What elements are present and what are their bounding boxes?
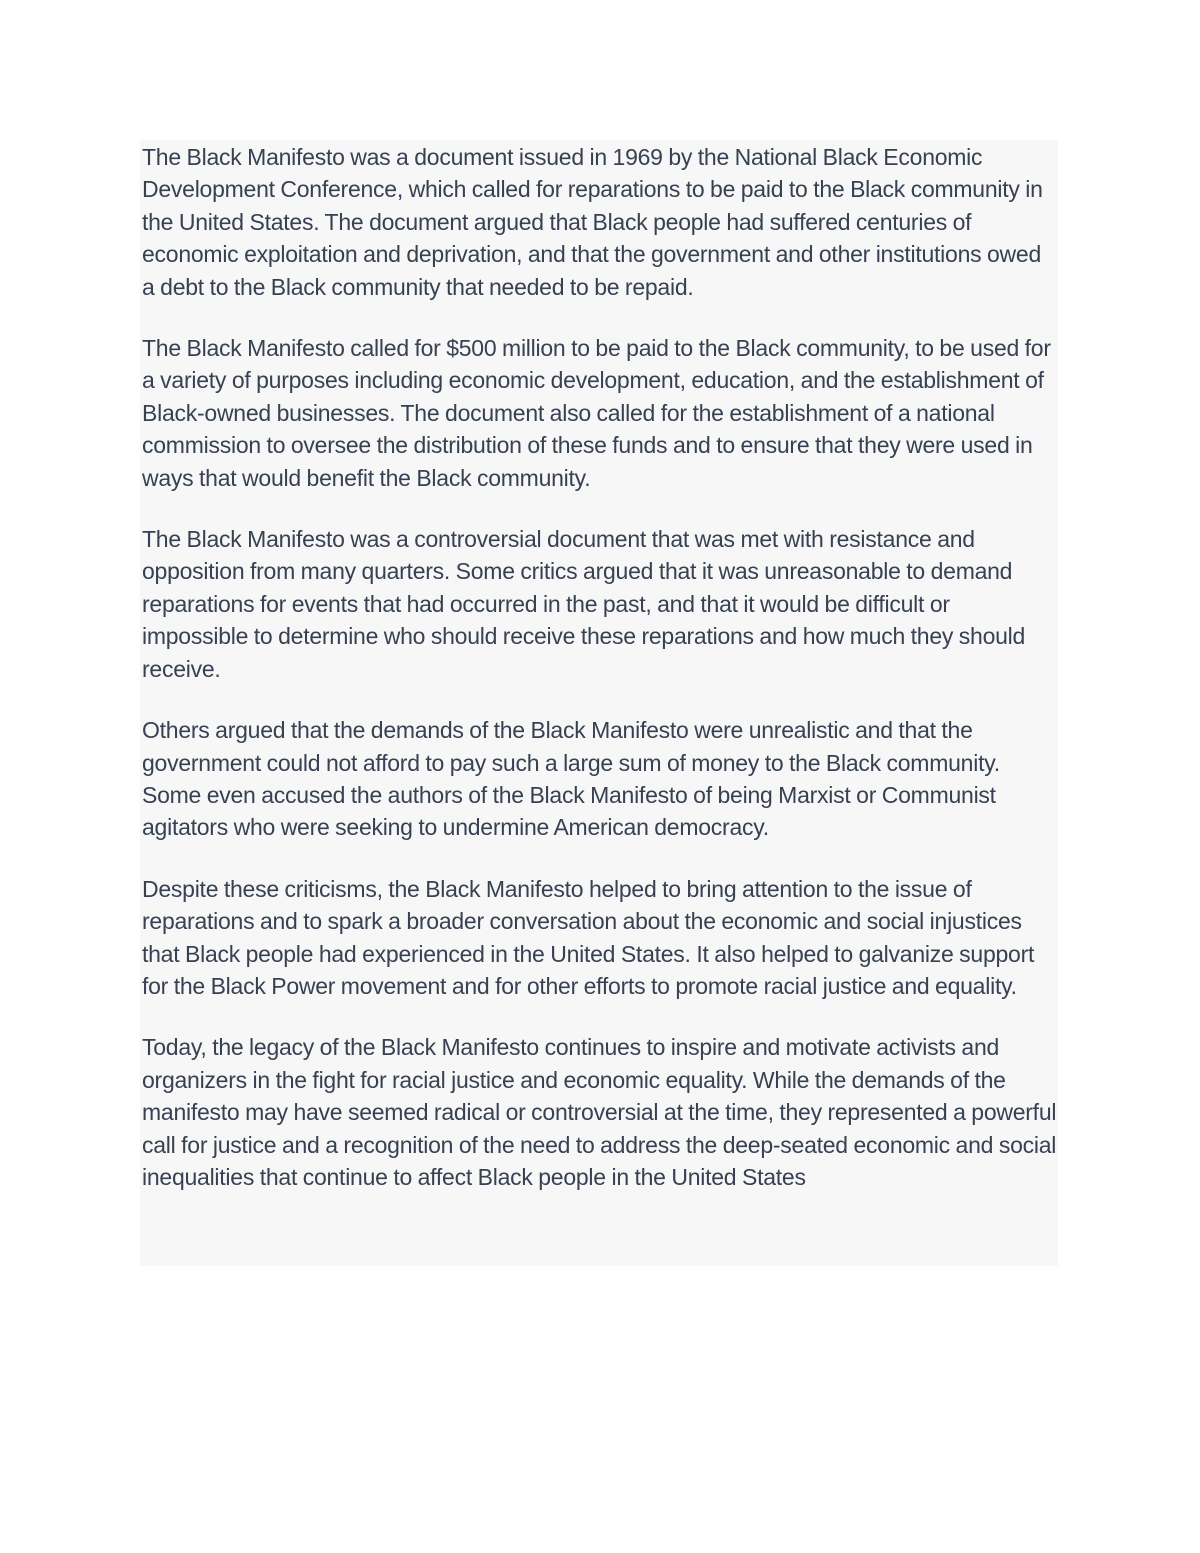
paragraph-2: The Black Manifesto called for $500 million to be paid to the Black community, to be used for a variety of purposes including economic development, education, and the establishment of Black-owned businesses. The document also called for the establishment of a national commission to oversee the distribution of these funds and to ensure that they were used in ways that would benefit the Black community. xyxy=(142,335,1051,491)
document-body xyxy=(140,140,1058,1266)
paragraph-3: The Black Manifesto was a controversial document that was met with resistance and opposition from many quarters. Some critics argued that it was unreasonable to demand reparations for events that had occurred in the past, and that it would be difficult or impossible to determine who should receive these reparations and how much they should receive. xyxy=(142,526,1026,682)
paragraph-6: Today, the legacy of the Black Manifesto continues to inspire and motivate activists and organizers in the fight for racial justice and economic equality. While the demands of the manifesto may have seemed radical or controversial at the time, they represented a powerful call for justice and a recognition of the need to address the deep-seated economic and social inequalities that continue to affect Black people in the United States xyxy=(142,1034,1057,1190)
paragraph-5: Despite these criticisms, the Black Manifesto helped to bring attention to the issue of reparations and to spark a broader conversation about the economic and social injustices that Black people had experienced in the United States. It also helped to galvanize support for the Black Power movement and for other efforts to promote racial justice and equality. xyxy=(142,875,1035,999)
paragraph-4: Others argued that the demands of the Black Manifesto were unrealistic and that the government could not afford to pay such a large sum of money to the Black community. Some even accused the authors of the Black Manifesto of being Marxist or Communist agitators who were seeking to undermine American democracy. xyxy=(142,717,1000,841)
paragraph-1: The Black Manifesto was a document issued in 1969 by the National Black Economic Development Conference, which called for reparations to be paid to the Black community in the United States. The document argued that Black people had suffered centuries of economic exploitation and deprivation, and that the government and other institutions owed a debt to the Black community that needed to be repaid. xyxy=(142,144,1043,300)
